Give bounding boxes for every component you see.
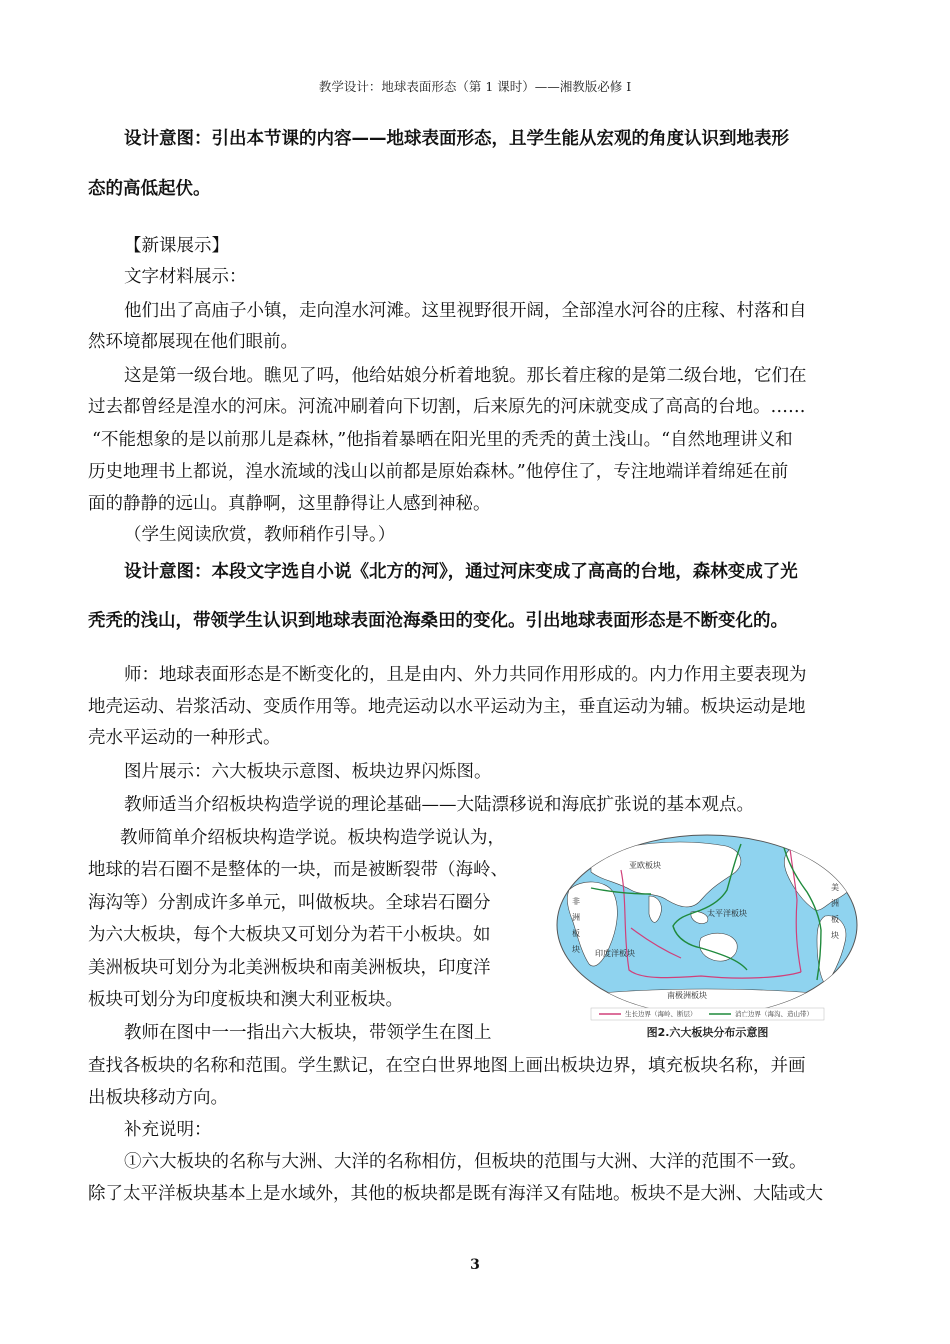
section-title: 【新课展示】: [124, 236, 229, 256]
para1-line1: 他们出了高庙子小镇，走向湟水河滩。这里视野很开阔，全部湟水河谷的庄稼、村落和自: [124, 301, 807, 321]
plate-para-line1: 教师简单介绍板块构造学说。板块构造学说认为，: [120, 828, 505, 848]
plate-para-line3: 海沟等）分割成许多单元，叫做板块。全球岩石圈分: [88, 893, 491, 913]
label-eurasian-plate: 亚欧板块: [629, 861, 661, 870]
supplement-line1: ①六大板块的名称与大洲、大洋的名称相仿，但板块的范围与大洲、大洋的范围不一致。: [124, 1152, 807, 1172]
para2-line2: 过去都曾经是湟水的河床。河流冲刷着向下切割，后来原先的河床就变成了高高的台地。……: [88, 397, 806, 417]
plate-map-figure: [551, 830, 864, 1043]
legend-growing-label: 生长边界（海岭、断层）: [625, 1010, 697, 1018]
supplement-label: 补充说明：: [124, 1120, 212, 1140]
para2-line4: 历史地理书上都说，湟水流域的浅山以前都是原始森林。”他停住了，专注地端详着绵延在前: [88, 462, 789, 482]
map-caption: 图2.六大板块分布示意图: [646, 1026, 769, 1039]
teacher-para-line2: 地壳运动、岩浆活动、变质作用等。地壳运动以水平运动为主，垂直运动为辅。板块运动是地: [88, 697, 806, 717]
design-intent-1-line2: 态的高低起伏。: [88, 179, 211, 199]
plate-para-line6: 板块可划分为印度板块和澳大利亚板块。: [88, 990, 403, 1010]
design-intent-1-line1: 设计意图：引出本节课的内容——地球表面形态，且学生能从宏观的角度认识到地表形: [124, 129, 789, 149]
teacher-para-line3: 壳水平运动的一种形式。: [88, 728, 281, 748]
page-number: 3: [470, 1257, 480, 1273]
note-reading: （学生阅读欣赏，教师稍作引导。）: [124, 525, 396, 545]
design-intent-2-line1: 设计意图：本段文字选自小说《北方的河》，通过河床变成了高高的台地，森林变成了光: [124, 562, 798, 582]
para2-line3: “不能想象的是以前那儿是森林，”他指着暴晒在阳光里的秃秃的黄土浅山。“自然地理讲义和: [92, 430, 793, 450]
label-antarctic-plate: 南极洲板块: [667, 991, 707, 1000]
label-indian-plate: 印度洋板块: [595, 949, 635, 958]
plate-para-line2: 地球的岩石圈不是整体的一块，而是被断裂带（海岭、: [88, 860, 508, 880]
plate-para-line5: 美洲板块可划分为北美洲板块和南美洲板块，印度洋: [88, 958, 491, 978]
text-material-label: 文字材料展示：: [124, 267, 247, 287]
plate-map: [551, 830, 864, 1022]
para2-line1: 这是第一级台地。瞧见了吗，他给姑娘分析着地貌。那长着庄稼的是第二级台地，它们在: [124, 366, 807, 386]
plate-para-line7: 教师在图中一一指出六大板块，带领学生在图上: [124, 1023, 492, 1043]
picture-show: 图片展示：六大板块示意图、板块边界闪烁图。: [124, 762, 492, 782]
teacher-para-line1: 师：地球表面形态是不断变化的，且是由内、外力共同作用形成的。内力作用主要表现为: [124, 665, 807, 685]
plate-para-line4: 为六大板块，每个大板块又可划分为若干小板块。如: [88, 925, 491, 945]
supplement-line2: 除了太平洋板块基本上是水域外，其他的板块都是既有海洋又有陆地。板块不是大洲、大陆或大: [88, 1184, 823, 1204]
plate-para-cont-line2: 出板块移动方向。: [88, 1088, 228, 1108]
para2-line5: 面的静静的远山。真静啊，这里静得让人感到神秘。: [88, 494, 491, 514]
para1-line2: 然环境都展现在他们眼前。: [88, 332, 298, 352]
label-africa-plate: 非洲板块: [572, 897, 580, 954]
design-intent-2-line2: 秃秃的浅山，带领学生认识到地球表面沧海桑田的变化。引出地球表面形态是不断变化的。: [88, 611, 788, 631]
teacher-intro: 教师适当介绍板块构造学说的理论基础——大陆漂移说和海底扩张说的基本观点。: [124, 795, 754, 815]
legend-subducting-label: 消亡边界（海沟、造山带）: [735, 1010, 813, 1018]
label-america-plate: 美洲板块: [831, 883, 839, 940]
page-header: 教学设计：地球表面形态（第 1 课时）——湘教版必修 I: [318, 79, 632, 94]
plate-para-cont-line1: 查找各板块的名称和范围。学生默记，在空白世界地图上画出板块边界，填充板块名称，并画: [88, 1056, 806, 1076]
label-pacific-plate: 太平洋板块: [707, 909, 747, 918]
